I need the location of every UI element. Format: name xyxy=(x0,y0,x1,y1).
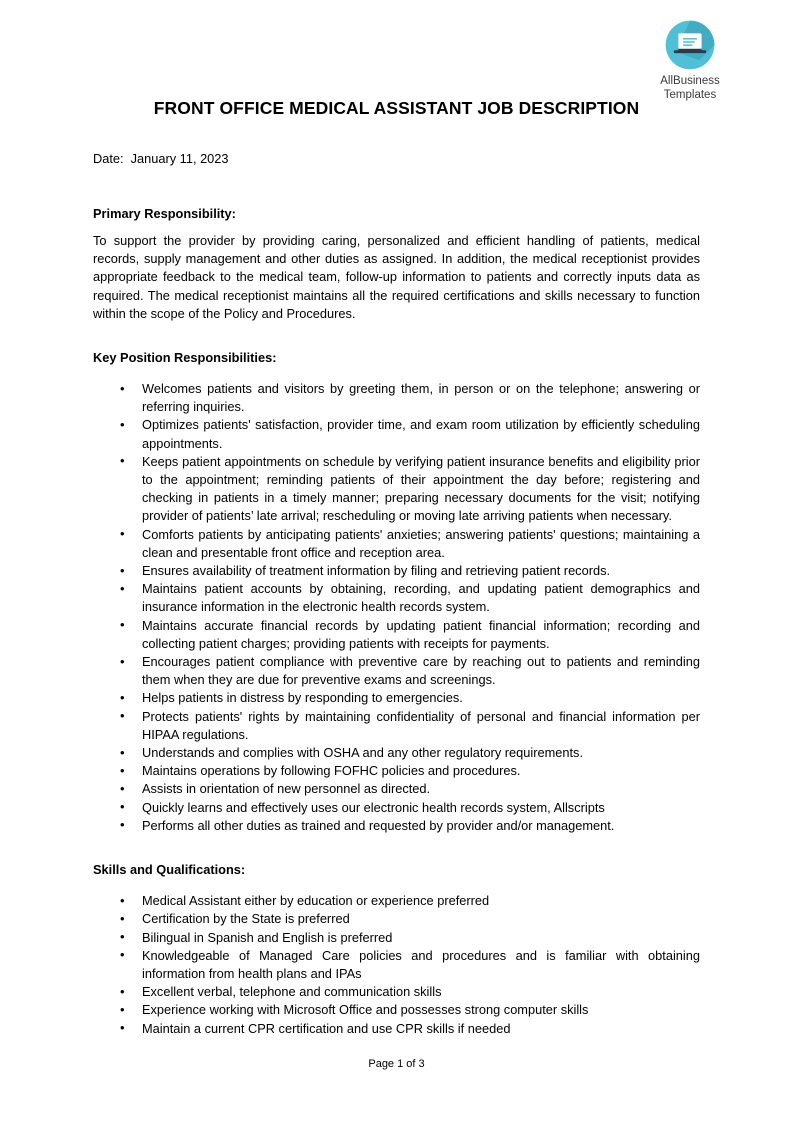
brand-logo xyxy=(635,16,745,102)
list-item: • Performs all other duties as trained and requested by provider and/or management. xyxy=(93,817,700,835)
key-responsibilities-heading: Key Position Responsibilities: xyxy=(93,350,277,366)
page-footer xyxy=(0,1058,793,1070)
list-item: • Experience working with Microsoft Office and possesses strong computer skills xyxy=(93,1001,700,1019)
list-item: • Maintains patient accounts by obtaining, recording, and updating patient demographics and insurance information in the electronic health records system. xyxy=(93,580,700,616)
page-title: FRONT OFFICE MEDICAL ASSISTANT JOB DESCRIPTION xyxy=(153,98,640,118)
list-item: • Welcomes patients and visitors by greeting them, in person or on the telephone; answering or referring inquiries. xyxy=(93,380,700,416)
logo-text-line1: AllBusiness xyxy=(660,75,720,87)
skills-qualifications-heading: Skills and Qualifications: xyxy=(93,862,246,878)
list-item: • Maintains accurate financial records by updating patient financial information; recording and collecting patient charges; providing patients with receipts for payments. xyxy=(93,617,700,653)
spacer xyxy=(93,366,700,380)
list-item: • Quickly learns and effectively uses our electronic health records system, Allscripts xyxy=(93,799,700,817)
list-item: • Assists in orientation of new personnel as directed. xyxy=(93,780,700,798)
list-item: • Optimizes patients' satisfaction, provider time, and exam room utilization by efficiently scheduling appointments. xyxy=(93,416,700,452)
date-label: Date: xyxy=(93,151,124,166)
list-item: • Encourages patient compliance with preventive care by reaching out to patients and reminding them when they are due for preventive exams and screenings. xyxy=(93,653,700,689)
list-item: • Bilingual in Spanish and English is preferred xyxy=(93,929,700,947)
primary-responsibility-heading: Primary Responsibility: xyxy=(93,206,236,221)
spacer xyxy=(93,323,700,349)
skills-qualifications-list xyxy=(93,892,700,1038)
list-item: • Certification by the State is preferred xyxy=(93,910,700,928)
list-item: • Maintains operations by following FOFHC policies and procedures. xyxy=(93,762,700,780)
list-item: • Protects patients' rights by maintaining confidentiality of personal and financial information per HIPAA regulations. xyxy=(93,708,700,744)
list-item: • Ensures availability of treatment information by filing and retrieving patient records. xyxy=(93,562,700,580)
date-value: January 11, 2023 xyxy=(130,151,229,166)
spacer xyxy=(93,222,700,232)
spacer xyxy=(93,835,700,861)
date-line xyxy=(93,150,700,167)
list-item: • Excellent verbal, telephone and communication skills xyxy=(93,983,700,1001)
laptop-icon xyxy=(661,16,719,74)
spacer xyxy=(93,878,700,892)
list-item: • Medical Assistant either by education or experience preferred xyxy=(93,892,700,910)
spacer xyxy=(93,167,700,205)
list-item: • Understands and complies with OSHA and any other regulatory requirements. xyxy=(93,744,700,762)
list-item: • Knowledgeable of Managed Care policies and procedures and is familiar with obtaining information from health plans and IPAs xyxy=(93,947,700,983)
list-item: • Helps patients in distress by responding to emergencies. xyxy=(93,689,700,707)
list-item: • Comforts patients by anticipating patients' anxieties; answering patients' questions; maintaining a clean and presentable front office and reception area. xyxy=(93,526,700,562)
page-indicator: Page 1 of 3 xyxy=(368,1058,425,1070)
logo-text-line2: Templates xyxy=(663,88,717,101)
key-responsibilities-list xyxy=(93,380,700,835)
list-item: • Maintain a current CPR certification and use CPR skills if needed xyxy=(93,1020,700,1038)
primary-responsibility-paragraph: To support the provider by providing caring, personalized and efficient handling of patients, medical records, supply management and other duties as assigned. In addition, the medical receptionist provides appropriate feedback to the medical team, follow-up information to patients and correctly inputs data as required. The medical receptionist maintains all the required certifications and skills necessary to function within the scope of the Policy and Procedures. xyxy=(93,233,700,321)
document-body xyxy=(93,150,700,1038)
list-item: • Keeps patient appointments on schedule by verifying patient insurance benefits and eligibility prior to the appointment; reminding patients of their appointment the day before; registering and checking in patients in a timely manner; preparing necessary documents for the visit; notifying provider of patients’ late arrival; rescheduling or moving late arriving patients when necessary. xyxy=(93,453,700,526)
